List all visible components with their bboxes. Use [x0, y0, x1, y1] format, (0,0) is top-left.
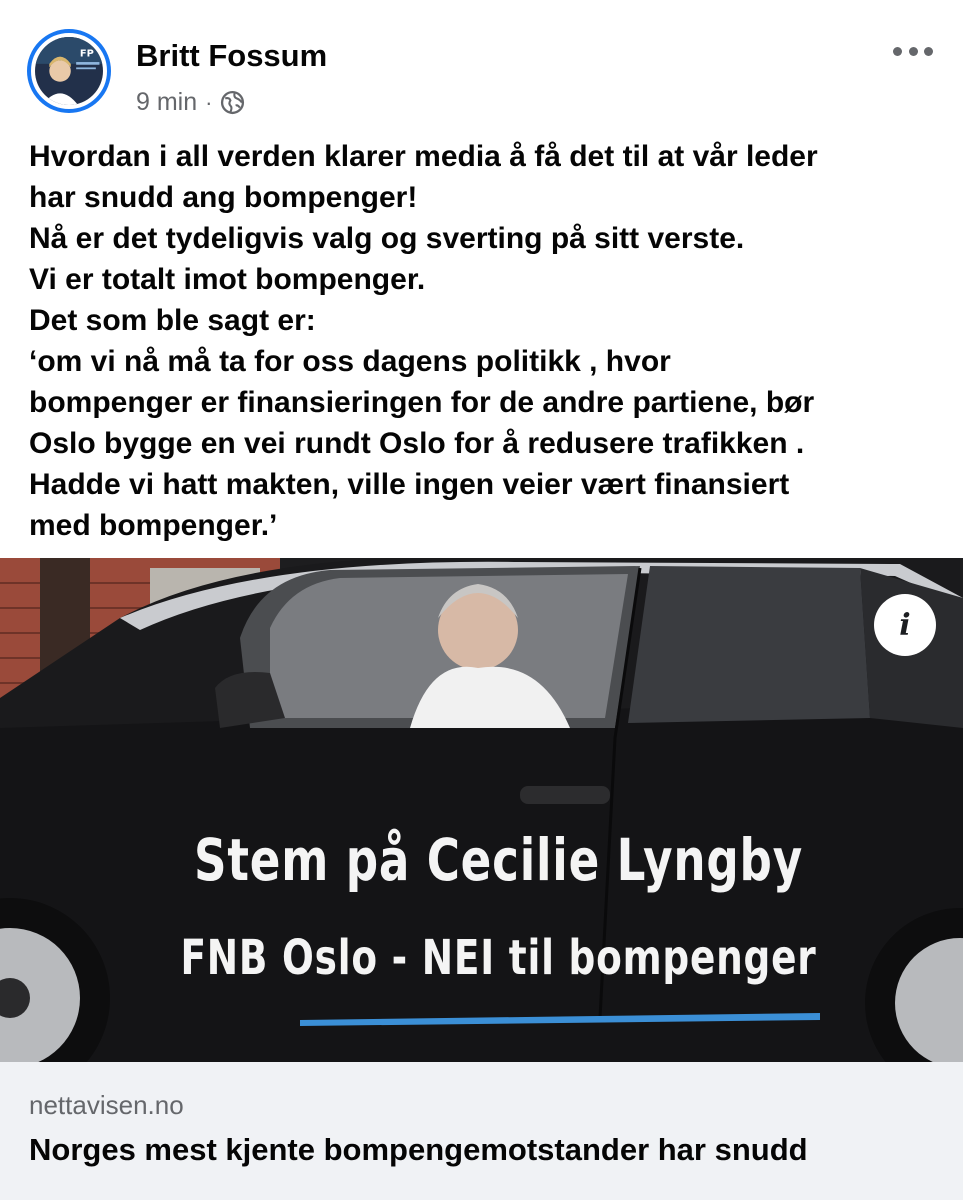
link-preview[interactable]: [0, 1062, 963, 1200]
avatar[interactable]: [27, 29, 111, 113]
link-domain: nettavisen.no: [29, 1090, 184, 1120]
post-text-line: har snudd ang bompenger!: [29, 181, 418, 214]
svg-text:FP: FP: [79, 48, 94, 60]
post-text-line: Hvordan i all verden klarer media å få det til at vår leder: [29, 140, 818, 173]
post-text-line: Hadde vi hatt makten, ville ingen veier vært finansiert: [29, 468, 790, 501]
car-text-line1: Stem på Cecilie Lyngby: [194, 826, 803, 894]
more-options-icon[interactable]: [893, 36, 933, 66]
info-icon[interactable]: i: [874, 594, 936, 656]
post-text-line: med bompenger.’: [29, 509, 278, 542]
post-text-line: Oslo bygge en vei rundt Oslo for å redusere trafikken .: [29, 427, 805, 460]
car-photo: [0, 558, 963, 1062]
post-photo[interactable]: [0, 558, 963, 1062]
post-text-line: Det som ble sagt er:: [29, 304, 316, 337]
post-text-line: ‘om vi nå må ta for oss dagens politikk , hvor: [29, 345, 671, 378]
post-header: [0, 0, 963, 130]
link-title[interactable]: Norges mest kjente bompengemotstander har snudd: [29, 1132, 808, 1167]
car-text-line2: FNB Oslo - NEI til bompenger: [180, 930, 817, 986]
meta-separator: ·: [205, 89, 213, 115]
post-text: [29, 136, 949, 546]
author-name[interactable]: Britt Fossum: [136, 38, 328, 73]
post-time[interactable]: 9 min: [136, 88, 198, 116]
globe-icon[interactable]: [220, 90, 245, 115]
post-text-line: Vi er totalt imot bompenger.: [29, 263, 426, 296]
post-meta: [136, 88, 245, 117]
post-text-line: bompenger er finansieringen for de andre partiene, bør: [29, 386, 815, 419]
post-text-line: Nå er det tydeligvis valg og sverting på sitt verste.: [29, 222, 745, 255]
avatar-image: [35, 37, 103, 105]
